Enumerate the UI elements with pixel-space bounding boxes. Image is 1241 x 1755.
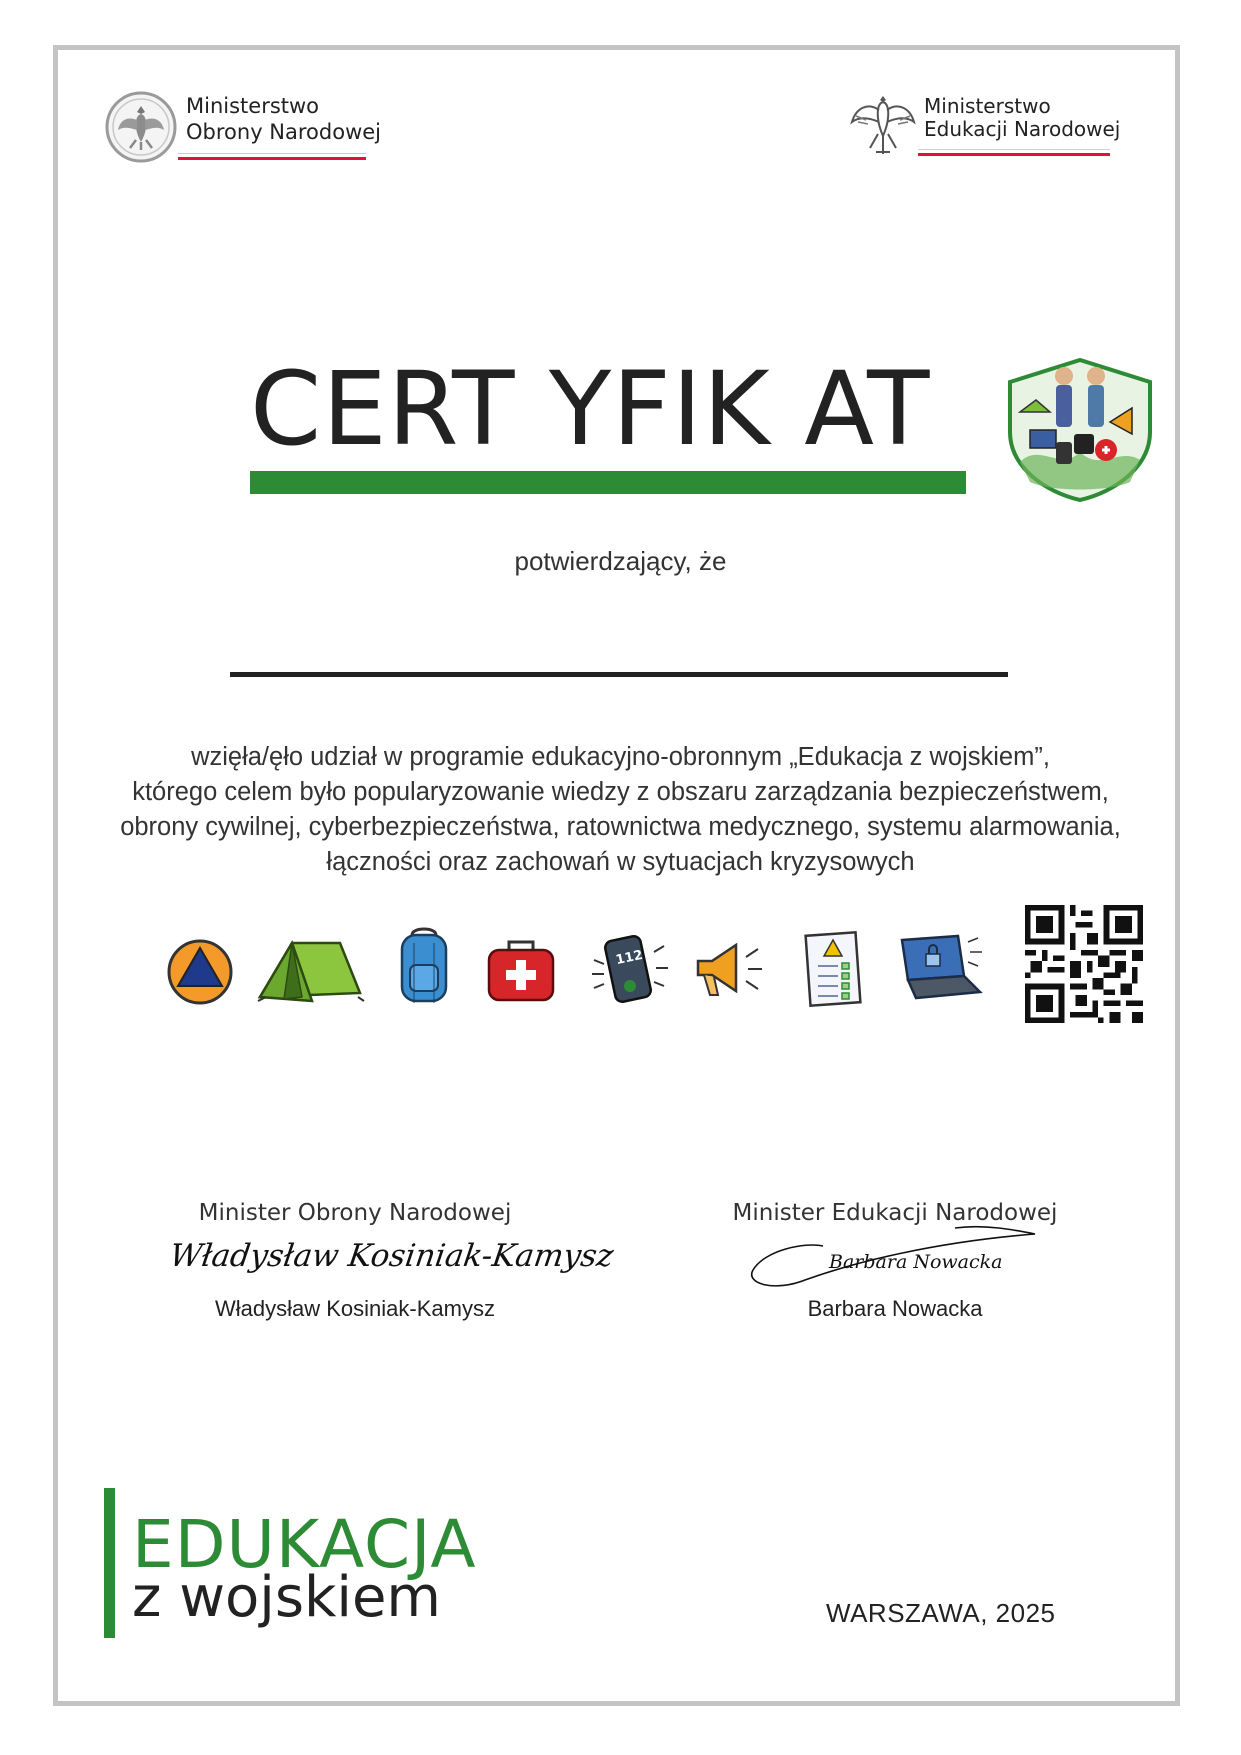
certificate-title: CERT YFIK AT bbox=[250, 350, 931, 469]
body-line: wzięła/ęło udział w programie edukacyjno-obronnym „Edukacja z wojskiem”, bbox=[191, 743, 1050, 771]
left-handwritten-signature bbox=[167, 1228, 616, 1286]
brand-title: EDUKACJA bbox=[132, 1506, 477, 1583]
megaphone-icon bbox=[690, 935, 768, 1003]
tent-icon bbox=[254, 935, 366, 1007]
brand-accent-bar bbox=[104, 1488, 115, 1638]
certificate-body bbox=[60, 740, 1181, 880]
laptop-lock-icon bbox=[894, 932, 988, 1002]
eagle-emblem-icon bbox=[104, 90, 178, 164]
body-line: łączności oraz zachowań w sytuacjach kryzysowych bbox=[326, 848, 915, 876]
checklist-icon bbox=[802, 930, 864, 1008]
white-eagle-icon bbox=[848, 90, 918, 162]
men-logo bbox=[848, 90, 1120, 162]
left-signer-name: Władysław Kosiniak-Kamysz bbox=[215, 1296, 495, 1321]
mon-logo-line2: Obrony Narodowej bbox=[186, 120, 381, 144]
first-aid-kit-icon bbox=[485, 938, 557, 1004]
svg-text:Barbara Nowacka: Barbara Nowacka bbox=[829, 1251, 1003, 1273]
brand-subtitle: z wojskiem bbox=[132, 1565, 441, 1630]
mon-logo-line1: Ministerstwo bbox=[186, 94, 320, 118]
qr-code-icon bbox=[1025, 905, 1143, 1023]
left-signer-role: Minister Obrony Narodowej bbox=[198, 1200, 512, 1226]
mon-logo bbox=[104, 90, 381, 164]
title-underline bbox=[250, 471, 966, 494]
backpack-icon bbox=[394, 925, 454, 1007]
confirm-text: potwierdzający, że bbox=[514, 546, 727, 576]
program-badge-icon bbox=[1000, 352, 1160, 502]
men-logo-line2: Edukacji Narodowej bbox=[924, 117, 1121, 141]
civil-defense-icon bbox=[166, 938, 234, 1006]
men-logo-line1: Ministerstwo bbox=[924, 94, 1051, 118]
body-line: którego celem było popularyzowanie wiedzy z obszaru zarządzania bezpieczeństwem, bbox=[132, 778, 1109, 806]
flag-bar bbox=[178, 153, 366, 161]
right-signer-role: Minister Edukacji Narodowej bbox=[732, 1200, 1058, 1226]
body-line: obrony cywilnej, cyberbezpieczeństwa, ratownictwa medycznego, systemu alarmowania, bbox=[120, 813, 1121, 841]
svg-text:Władysław Kosiniak-Kamysz: Władysław Kosiniak-Kamysz bbox=[167, 1238, 616, 1274]
flag-bar bbox=[918, 149, 1110, 157]
phone-112-label: 112 bbox=[614, 947, 645, 969]
phone-112-icon bbox=[588, 930, 670, 1008]
right-signer-name: Barbara Nowacka bbox=[807, 1296, 983, 1321]
city-year: WARSZAWA, 2025 bbox=[826, 1598, 1056, 1628]
recipient-name-line bbox=[230, 672, 1008, 677]
